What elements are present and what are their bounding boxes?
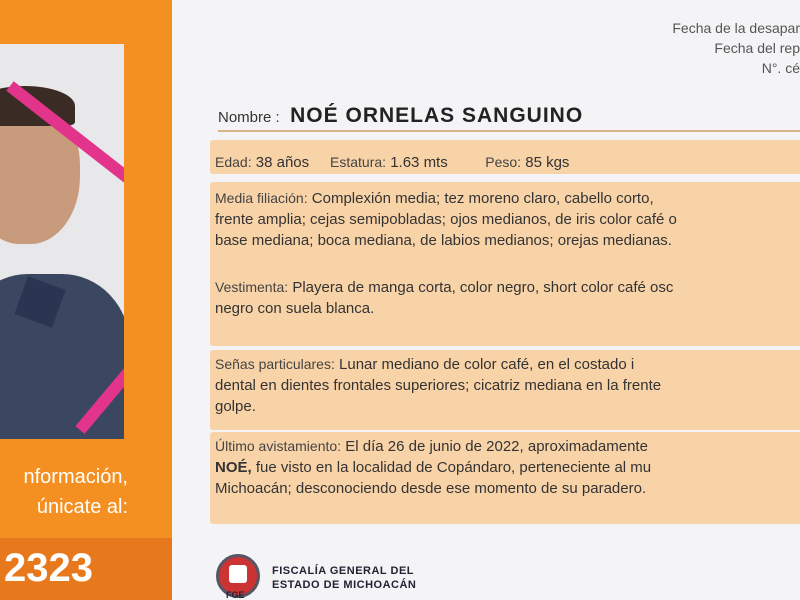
seal-label: FGE	[226, 590, 245, 600]
basic-info-box	[210, 140, 800, 174]
age-label: Edad:	[215, 154, 252, 170]
phone-number: 2323	[4, 546, 93, 590]
agency-line1: FISCALÍA GENERAL DEL	[272, 565, 415, 577]
clothing-line2: negro con suela blanca.	[215, 300, 375, 317]
contact-info-line2: únicate al:	[36, 496, 128, 518]
person-photo	[0, 44, 124, 439]
clothing-label: Vestimenta:	[215, 279, 289, 295]
description-label: Media filiación:	[215, 190, 308, 206]
last-seen-name: NOÉ,	[215, 459, 252, 476]
age-value: 38 años	[255, 154, 310, 171]
description-line1: Complexión media; tez moreno claro, cabello corto,	[311, 190, 654, 207]
disappearance-date-label: Fecha de la desapar	[672, 20, 800, 36]
last-seen-line1: El día 26 de junio de 2022, aproximadamente	[345, 438, 648, 455]
name-row	[218, 104, 583, 128]
weight-value: 85 kgs	[525, 154, 570, 171]
last-seen-line3: Michoacán; desconociendo desde ese momento de su paradero.	[215, 480, 647, 497]
agency-name	[272, 564, 416, 592]
agency-line2: ESTADO DE MICHOACÁN	[272, 579, 417, 591]
description-line2: frente amplia; cejas semipobladas; ojos medianos, de iris color café o	[215, 211, 677, 228]
contact-info-line1: nformación,	[23, 466, 128, 488]
person-name: NOÉ ORNELAS SANGUINO	[290, 104, 584, 127]
height-value: 1.63 mts	[390, 154, 448, 171]
marks-line3: golpe.	[215, 398, 256, 415]
id-number-label: N°. cé	[761, 60, 800, 76]
name-label: Nombre :	[218, 109, 280, 126]
report-date-label: Fecha del rep	[714, 40, 800, 56]
weight-label: Peso:	[485, 154, 522, 170]
report-meta	[672, 18, 800, 78]
name-underline	[218, 130, 800, 132]
marks-line1: Lunar mediano de color café, en el costado i	[339, 356, 635, 373]
marks-label: Señas particulares:	[215, 356, 335, 372]
contact-info-text	[0, 462, 128, 522]
last-seen-line2: fue visto en la localidad de Copándaro, perteneciente al mu	[255, 459, 652, 476]
marks-box	[210, 350, 800, 430]
description-line3: base mediana; boca mediana, de labios medianos; orejas medianas.	[215, 232, 672, 249]
footer	[172, 530, 800, 600]
last-seen-label: Último avistamiento:	[215, 438, 342, 454]
last-seen-box	[210, 432, 800, 524]
marks-line2: dental en dientes frontales superiores; cicatriz mediana en la frente	[215, 377, 662, 394]
description-box	[210, 182, 800, 346]
clothing-line1: Playera de manga corta, color negro, short color café osc	[292, 279, 674, 296]
height-label: Estatura:	[330, 154, 387, 170]
